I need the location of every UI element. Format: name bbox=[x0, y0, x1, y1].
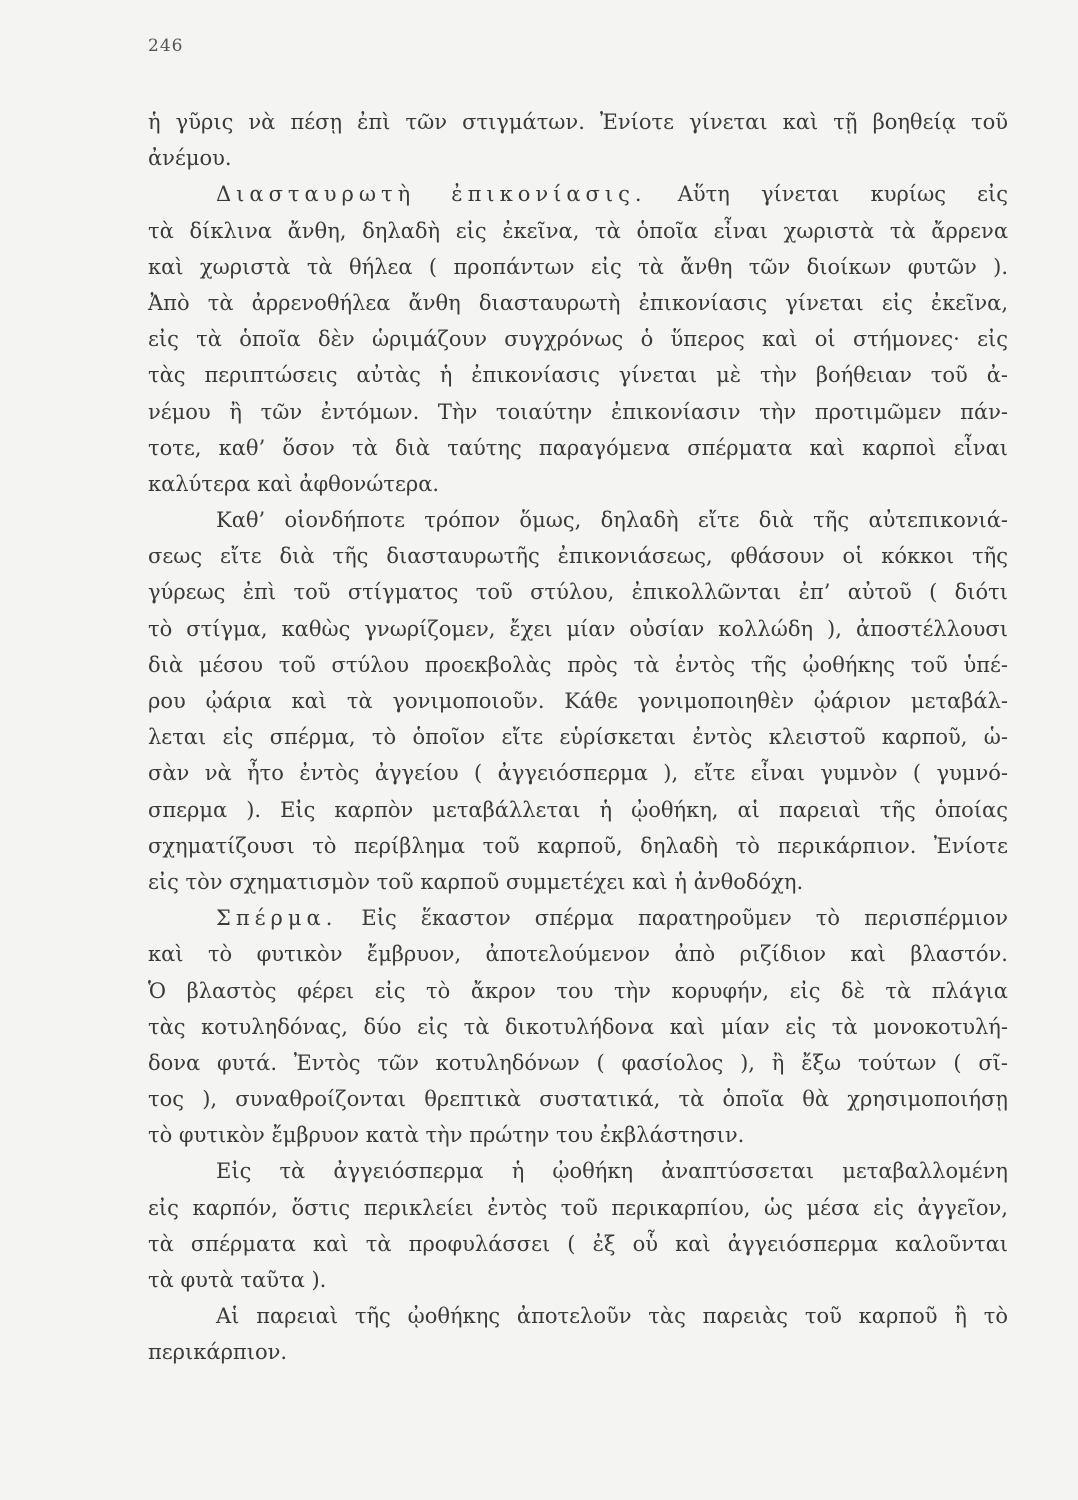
text-line: τος ), συναθροίζονται θρεπτικὰ συστατικά, τὰ ὁποῖα θὰ χρησιμοποιήσῃ bbox=[148, 1087, 1008, 1112]
text-line: τὰς κοτυληδόνας, δύο εἰς τὰ δικοτυλήδονα καὶ μίαν εἰς τὰ μονοκοτυλή- bbox=[148, 1014, 1008, 1039]
text-line: λεται εἰς σπέρμα, τὸ ὁποῖον εἴτε εὑρίσκεται ἐντὸς κλειστοῦ καρποῦ, ὡ- bbox=[148, 725, 1008, 750]
section-heading: Σπέρμα. bbox=[216, 906, 338, 931]
text-line bbox=[148, 900, 1008, 936]
text-line: εἰς καρπόν, ὅστις περικλείει ἐντὸς τοῦ περικαρπίου, ὡς μέσα εἰς ἀγγεῖον, bbox=[148, 1195, 1008, 1220]
text-line: τὰ φυτὰ ταῦτα ). bbox=[148, 1268, 327, 1292]
text-line: τὰ σπέρματα καὶ τὰ προφυλάσσει ( ἐξ οὗ καὶ ἀγγειόσπερμα καλοῦνται bbox=[148, 1231, 1008, 1256]
page-number: 246 bbox=[148, 36, 184, 56]
text-line: εἰς τὰ ὁποῖα δὲν ὡριμάζουν συγχρόνως ὁ ὕπερος καὶ οἱ στήμονες· εἰς bbox=[148, 327, 1008, 352]
text-line: τὰ δίκλινα ἄνθη, δηλαδὴ εἰς ἐκεῖνα, τὰ ὁποῖα εἶναι χωριστὰ τὰ ἄρρενα bbox=[148, 218, 1008, 243]
text-line: σεως εἴτε διὰ τῆς διασταυρωτῆς ἐπικονιάσεως, φθάσουν οἱ κόκκοι τῆς bbox=[148, 544, 1008, 569]
section-heading: Διασταυρωτὴ ἐπικονίασις. bbox=[216, 182, 647, 207]
text-line bbox=[148, 176, 1008, 212]
text-line: ρου ᾠάρια καὶ τὰ γονιμοποιοῦν. Κάθε γονιμοποιηθὲν ᾠάριον μεταβάλ- bbox=[148, 689, 1008, 713]
text-run: Αὕτη γίνεται κυρίως εἰς bbox=[646, 182, 1008, 207]
text-line: καὶ χωριστὰ τὰ θήλεα ( προπάντων εἰς τὰ ἄνθη τῶν διοίκων φυτῶν ). bbox=[148, 254, 1008, 279]
text-line: ἡ γῦρις νὰ πέσῃ ἐπὶ τῶν στιγμάτων. Ἐνίοτε γίνεται καὶ τῇ βοηθείᾳ τοῦ bbox=[148, 110, 1008, 134]
text-line: Αἱ παρειαὶ τῆς ᾠοθήκης ἀποτελοῦν τὰς παρειὰς τοῦ καρποῦ ἢ τὸ bbox=[216, 1304, 1008, 1329]
text-line: γύρεως ἐπὶ τοῦ στίγματος τοῦ στύλου, ἐπικολλῶνται ἐπ’ αὐτοῦ ( διότι bbox=[148, 580, 1008, 605]
text-line: νέμου ἢ τῶν ἐντόμων. Τὴν τοιαύτην ἐπικονίασιν τὴν προτιμῶμεν πάν- bbox=[148, 399, 1008, 424]
text-line: Καθ’ οἱονδήποτε τρόπον ὅμως, δηλαδὴ εἴτε διὰ τῆς αὐτεπικονιά- bbox=[216, 508, 1008, 533]
text-line: διὰ μέσου τοῦ στύλου προεκβολὰς πρὸς τὰ ἐντὸς τῆς ᾠοθήκης τοῦ ὑπέ- bbox=[148, 652, 1008, 677]
text-line: καλύτερα καὶ ἀφθονώτερα. bbox=[148, 471, 440, 496]
text-line: σχηματίζουσι τὸ περίβλημα τοῦ καρποῦ, δηλαδὴ τὸ περικάρπιον. Ἐνίοτε bbox=[148, 833, 1008, 858]
text-line: ἀνέμου. bbox=[148, 146, 232, 171]
text-line: τὸ στίγμα, καθὼς γνωρίζομεν, ἔχει μίαν οὐσίαν κολλώδη ), ἀποστέλλουσι bbox=[148, 616, 1008, 641]
text-line: τὰς περιπτώσεις αὐτὰς ἡ ἐπικονίασις γίνεται μὲ τὴν βοήθειαν τοῦ ἀ- bbox=[148, 363, 1008, 388]
text-line: τὸ φυτικὸν ἔμβρυον κατὰ τὴν πρώτην του ἐκβλάστησιν. bbox=[148, 1123, 745, 1148]
text-line: τοτε, καθ’ ὅσον τὰ διὰ ταύτης παραγόμενα σπέρματα καὶ καρποὶ εἶναι bbox=[148, 435, 1008, 460]
text-line: Ἀπὸ τὰ ἀρρενοθήλεα ἄνθη διασταυρωτὴ ἐπικονίασις γίνεται εἰς ἐκεῖνα, bbox=[148, 290, 1008, 315]
page-body bbox=[148, 104, 1008, 1371]
text-line: Εἰς τὰ ἀγγειόσπερμα ἡ ᾠοθήκη ἀναπτύσσεται μεταβαλλομένη bbox=[216, 1159, 1008, 1184]
text-line: δονα φυτά. Ἐντὸς τῶν κοτυληδόνων ( φασίολος ), ἢ ἔξω τούτων ( σῖ- bbox=[148, 1050, 1008, 1075]
text-line: σπερμα ). Εἰς καρπὸν μεταβάλλεται ἡ ᾠοθήκη, αἱ παρειαὶ τῆς ὁποίας bbox=[148, 797, 1008, 822]
text-line: Ὁ βλαστὸς φέρει εἰς τὸ ἄκρον του τὴν κορυφήν, εἰς δὲ τὰ πλάγια bbox=[148, 978, 1008, 1003]
text-run: Εἰς ἕκαστον σπέρμα παρατηροῦμεν τὸ περισπέρμιον bbox=[337, 906, 1008, 931]
text-line: περικάρπιον. bbox=[148, 1340, 288, 1365]
text-line: καὶ τὸ φυτικὸν ἔμβρυον, ἀποτελούμενον ἀπὸ ριζίδιον καὶ βλαστόν. bbox=[148, 942, 1008, 967]
text-line: εἰς τὸν σχηματισμὸν τοῦ καρποῦ συμμετέχει καὶ ἡ ἀνθοδόχη. bbox=[148, 869, 804, 894]
text-line: σὰν νὰ ἦτο ἐντὸς ἀγγείου ( ἀγγειόσπερμα ), εἴτε εἶναι γυμνὸν ( γυμνό- bbox=[148, 761, 1008, 786]
